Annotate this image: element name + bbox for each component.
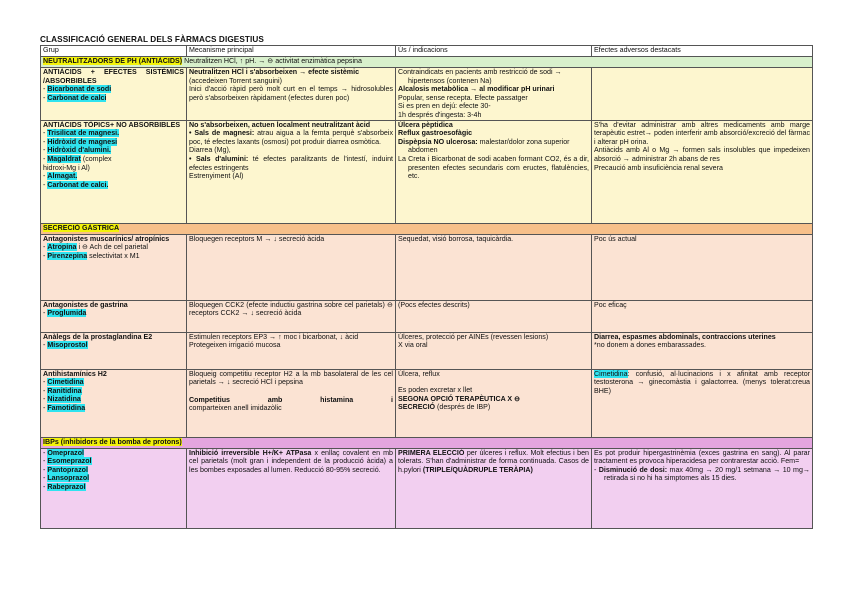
mechanism-al: • Sals d'alumini: té efectes paralitzants de l'intestí, induint efectes estringents [189,154,393,172]
use-note: Popular, sense recepta. Efecte passatger [398,93,528,102]
use-text-3: SEGONA OPCIÓ TERAPÈUTICA X ⊖ [398,394,521,403]
adverse-item: - Disminució de dosi: max 40mg → 20 mg/1 setmana → 10 mg→ retirada si no hi ha simptomes als 15 dies. [594,465,810,483]
use-item: La Creta i Bicarbonat de sodi acaben formant CO2, és a dir, presenten efectes secundaris com eructes, flatulències, etc. [398,154,589,181]
mechanism-text-2: Inici d'acció ràpid però molt curt en el temps → hidrosolubles però s'absorbeixen ràpidament (efectes duren poc) [189,85,393,102]
drug-item: - Carbonat de calci [43,93,107,102]
adverse-note: *no donem a dones embarassades. [594,341,706,350]
drug-item: - Esomeprazol [43,457,92,466]
use-text: Sequedat, visió borrosa, taquicàrdia. [396,234,592,300]
mechanism-text: Inhibició irreversible H+/K+ ATPasa x enllaç covalent en mb cel parietals (molt gran i independent de la producció àcida) a les bombes exposades al lumen. Reducció 80-95% secreció. [187,448,396,528]
drug-item: - Hidròxid d'alumini. [43,146,111,155]
drug-item: - Hidròxid de magnesi [43,137,118,146]
mechanism-text-2: Protegeixen irrigació mucosa [189,341,281,350]
use-item: Alcalosis metabòlica → al modificar pH urinari [398,85,555,94]
use-text: Úlceres, protecció per AINEs (revessen lesions) [398,332,549,341]
section-ibps [41,437,813,448]
group-name: Antagonistes muscarínics/ atropínics [43,234,170,243]
use-item: Contraindicats en pacients amb restricció de sodi → hipertensos (contenen Na) [398,68,562,85]
row-antiacids-sistemics [41,68,813,121]
mechanism-mg: • Sals de magnesi: atrau aigua a la femta perquè s'absorbeix poc, té efectes laxants (osmosi) pot produir diarrea osmòtica. [189,129,393,146]
use-text-2: X via oral [398,341,428,350]
use-text: PRIMERA ELECCIÓ per úlceres i reflux. Molt efectius i ben tolerats. S'han d'administrar de forma continuada. Casos de h.pylori (TRIPLE/QUÀDRUPLE TERÀPIA) [396,448,592,528]
use-text: (Pocs efectes descrits) [396,300,592,332]
mechanism-mg-2: Diarrea (Mg), [189,146,231,155]
row-prostaglandina [41,332,813,369]
header-us: Ús / indicacions [396,46,592,57]
adverse-text: Diarrea, espasmes abdominals, contraccions uterines [594,332,776,341]
header-row [41,46,813,57]
adverse-text: S'ha d'evitar administrar amb altres medicaments amb marge terapèutic estret→ poden interferir amb absorció/excreció del fàrmac i alterar pH orina. [594,120,810,146]
drug-item: - Rabeprazol [43,482,86,491]
document-title: CLASSIFICACIÓ GENERAL DELS FÀRMACS DIGESTIUS [40,35,264,44]
row-antiacids-topics [41,120,813,223]
drug-item: - Magaldrat (complex [43,154,112,163]
row-ibps [41,448,813,528]
drug-item: - Famotidina [43,403,86,412]
use-item: 1h després d'ingesta: 3-4h [398,110,482,119]
drug-classification-table [40,45,813,529]
adverse-text: Es pot produir hipergastrinèmia (exces gastrina en sang). Al parar tractament es provoca hiperacidesa per contrarestar acció. Fem= [594,448,810,466]
use-item: Dispèpsia NO ulcerosa: malestar/dolor zona superior abdomen [398,137,570,155]
adverse-item: Precaució amb insuficiència renal severa [594,163,723,172]
adverse-text: Poc ús actual [592,234,813,300]
drug-item: - Nizatidina [43,395,81,404]
row-antihistaminics [41,369,813,437]
mechanism-text-2: Competitius amb histamina i [189,395,393,404]
section-desc: Neutralitzen HCl, ↑ pH. → ⊖ activitat enzimàtica pepsina [182,57,362,65]
drug-item: - Carbonat de calci. [43,180,109,189]
adverse-text: Cimetidina: confusió, al·lucinacions i x afinitat amb receptor testosterona → ginecomàstia i galactorrea. (menys tolerat:creua BHE) [592,369,813,437]
mechanism-text: Neutralitzen HCl i s'absorbeixen → efecte sistèmic (accedeixen Torrent sanguini) [189,68,360,85]
header-grup: Grup [41,46,187,57]
drug-item: - Pantoprazol [43,465,88,474]
header-efectes: Efectes adversos destacats [592,46,813,57]
mechanism-text: Bloquegen CCK2 (efecte inductiu gastrina sobre cel parietals) ⊖ receptors CCK2 → ↓ secreció àcida [187,300,396,332]
section-secrecio [41,223,813,234]
mechanism-al-2: Estrenyiment (Al) [189,172,244,181]
drug-item: - Proglumida [43,309,87,318]
mechanism-head: No s'absorbeixen, actuen localment neutralitzant àcid [189,120,371,129]
group-name: ANTIÀCIDS + EFECTES SISTÈMICS /ABSORBIBLES [43,68,184,85]
group-name: Antihistamínics H2 [43,369,107,378]
mechanism-text-3: comparteixen anell imidazòlic [189,404,282,413]
section-label: NEUTRALITZADORS DE PH (ANTIÀCIDS) [43,57,183,65]
drug-note: hidroxi-Mg i Al) [43,163,90,172]
group-name: Antagonistes de gastrina [43,300,128,309]
section-label: SECRECIÓ GÀSTRICA [43,223,120,232]
adverse-text: Poc eficaç [592,300,813,332]
group-name: ANTIÀCIDS TÒPICS+ NO ABSORBIBLES [43,120,181,129]
drug-item: - Bicarbonat de sodi [43,85,112,94]
drug-item: - Ranitidina [43,386,82,395]
mechanism-text: Estimulen receptors EP3 → ↑ moc i bicarbonat, ↓ àcid [189,332,359,341]
mechanism-text: Bloqueig competitiu receptor H2 a la mb basolateral de les cel parietals → ↓ secreció HCl i pepsina [189,369,393,387]
drug-item: - Trisilicat de magnesi. [43,129,120,138]
adverse-text-2: Antiàcids amb Al o Mg → formen sals insolubles que impedeixen absorció → administrar 2h abans de res [594,146,810,163]
row-antimuscarinics [41,234,813,300]
drug-item: - Almagat. [43,172,78,181]
section-antiacids [41,57,813,68]
drug-item: - Atropina i ⊖ Ach de cel parietal [43,243,148,252]
section-label: IBPs (inhibidors de la bomba de protons) [43,437,182,446]
use-text-2: Es poden excretar x llet [398,386,473,395]
row-antigastrina [41,300,813,332]
drug-item: - Lansoprazol [43,474,90,483]
drug-item: - Omeprazol [43,448,85,457]
drug-item: - Pirenzepina selectivitat x M1 [43,251,140,260]
use-item: Úlcera pèptidica [398,120,453,129]
group-name: Anàlegs de la prostaglandina E2 [43,332,153,341]
header-mecanisme: Mecanisme principal [187,46,396,57]
use-text: Úlcera, reflux [398,369,440,378]
use-item: Si es pren en dejú: efecte 30- [398,102,491,111]
use-item: Reflux gastroesofàgic [398,129,473,138]
drug-item: - Cimetidina [43,378,84,387]
mechanism-text: Bloquegen receptors M → ↓ secreció àcida [187,234,396,300]
use-text-4: SECRECIÓ (després de IBP) [398,403,491,412]
drug-item: - Misoprostol [43,341,88,350]
